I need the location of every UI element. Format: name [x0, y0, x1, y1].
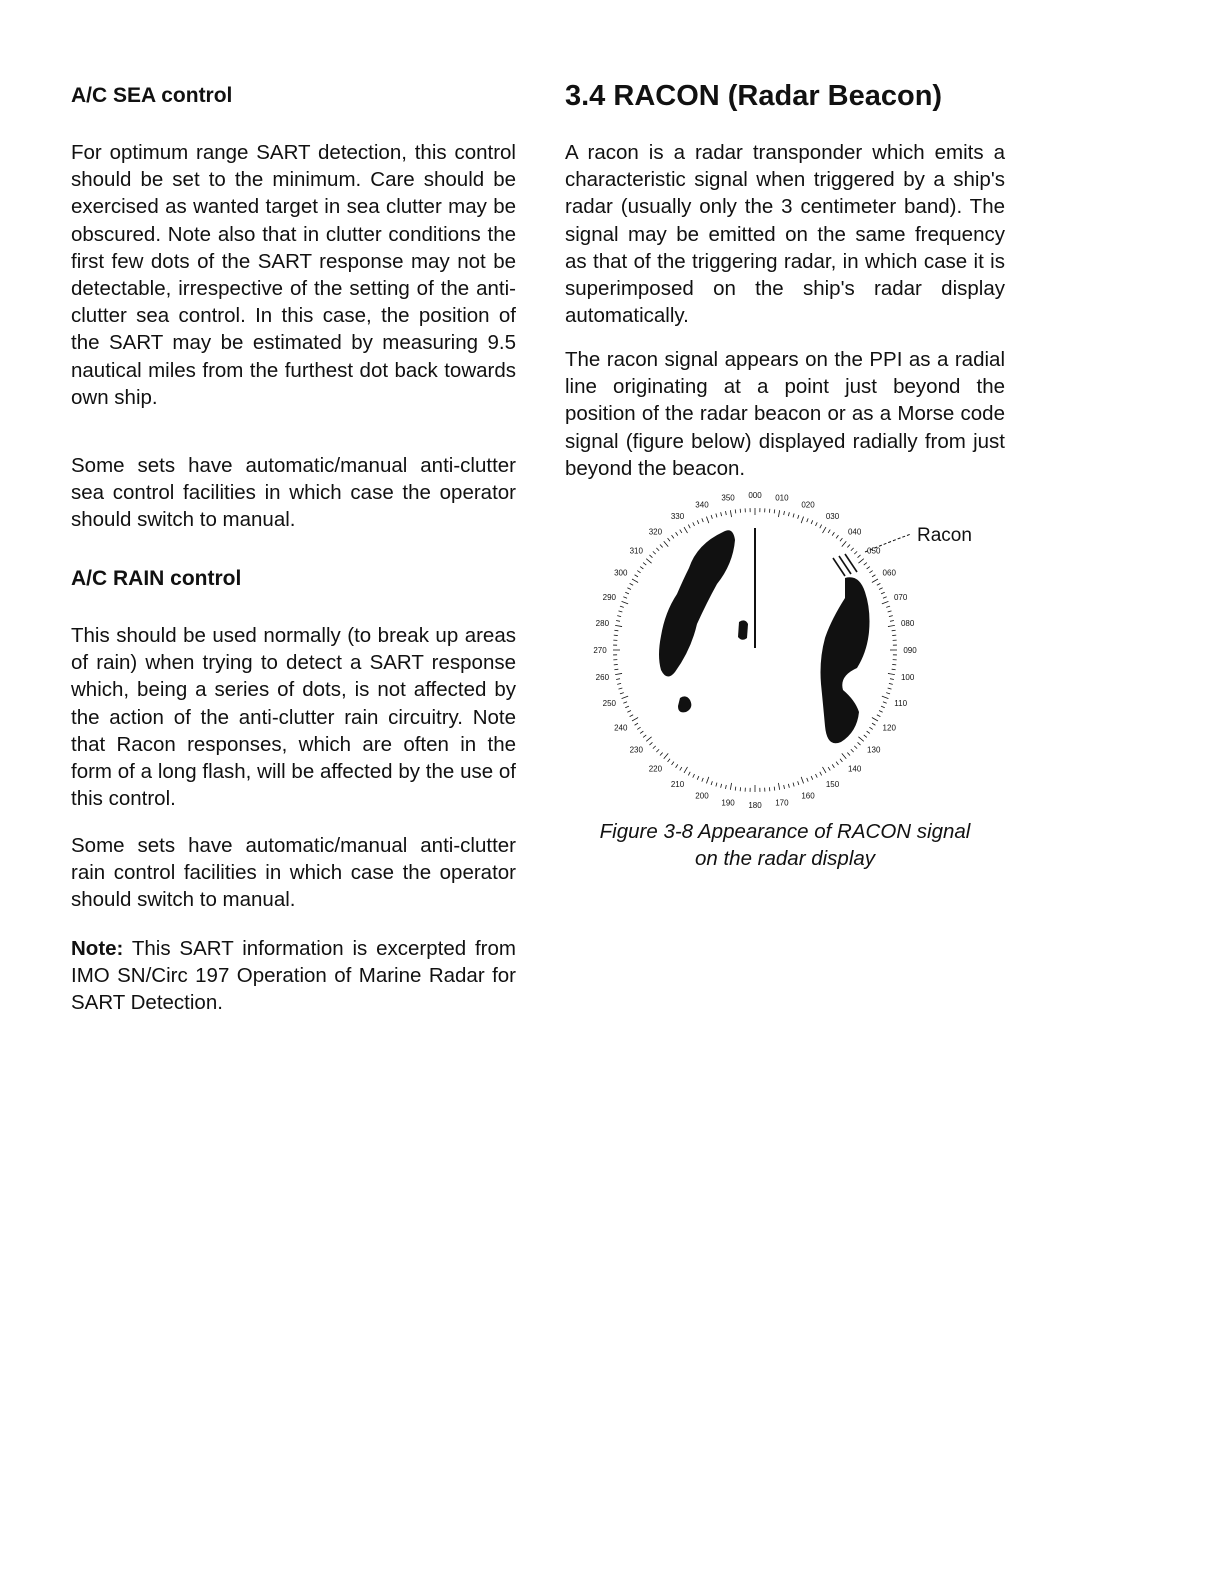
bearing-tick — [793, 514, 794, 518]
racon-paragraph-1: A racon is a radar transponder which emits a characteristic signal when triggered by a ship's radar (usually only the 3 centimeter band). The signal may be emitted on the same frequency as that of the triggering radar, in which case it is superimposed on the ship's radar display automatically. — [565, 141, 1005, 328]
racon-section-heading: 3.4 RACON (Radar Beacon) — [565, 80, 943, 112]
bearing-tick — [619, 688, 623, 689]
bearing-tick — [798, 515, 799, 519]
bearing-tick — [617, 616, 621, 617]
bearing-tick — [637, 571, 640, 573]
bearing-tick — [858, 559, 863, 563]
radar-ppi-illustration — [565, 490, 1005, 810]
bearing-tick — [881, 592, 885, 594]
bearing-tick — [676, 764, 678, 767]
bearing-tick — [815, 774, 817, 778]
bearing-label: 200 — [695, 791, 709, 801]
bearing-tick — [697, 520, 699, 524]
bearing-tick — [823, 527, 827, 533]
bearing-tick — [627, 588, 631, 590]
bearing-label: 220 — [648, 764, 663, 774]
bearing-tick — [627, 710, 631, 712]
bearing-tick — [888, 625, 895, 626]
bearing-tick — [851, 548, 854, 551]
bearing-tick — [872, 723, 875, 725]
bearing-tick — [684, 527, 688, 533]
bearing-tick — [892, 669, 896, 670]
bearing-tick — [625, 706, 629, 708]
bearing-tick — [867, 731, 870, 733]
right-landmass-echo — [821, 577, 870, 743]
bearing-label: 340 — [695, 500, 709, 510]
bearing-tick — [877, 583, 881, 585]
bearing-label: 090 — [903, 646, 917, 655]
bearing-tick — [623, 597, 627, 598]
bearing-tick — [649, 742, 652, 745]
bearing-tick — [620, 606, 624, 607]
caption-line-1: Figure 3-8 Appearance of RACON signal — [599, 820, 971, 843]
bearing-tick — [688, 525, 690, 529]
bearing-tick — [725, 785, 726, 789]
bearing-label: 190 — [721, 798, 735, 808]
bearing-tick — [774, 509, 775, 513]
bearing-tick — [801, 777, 803, 784]
bearing-tick — [778, 510, 779, 517]
bearing-tick — [872, 575, 875, 577]
bearing-label: 030 — [825, 511, 840, 521]
bearing-tick — [847, 753, 850, 756]
bearing-tick — [842, 753, 846, 758]
bearing-label: 140 — [847, 764, 862, 774]
racon-morse-dash-1 — [833, 558, 845, 576]
bearing-tick — [640, 567, 643, 569]
left-landmass-echo — [659, 530, 735, 676]
bearing-tick — [616, 679, 620, 680]
bearing-tick — [811, 520, 813, 524]
bearing-label: 060 — [882, 568, 896, 578]
bearing-tick — [836, 762, 838, 765]
caption-line-2: on the radar display — [694, 847, 876, 870]
bearing-tick — [820, 772, 822, 776]
bearing-tick — [872, 579, 878, 583]
bearing-tick — [798, 781, 799, 785]
bearing-tick — [735, 787, 736, 791]
bearing-tick — [869, 727, 872, 729]
bearing-tick — [646, 559, 651, 563]
bearing-tick — [680, 530, 682, 533]
bearing-label: 150 — [825, 780, 840, 790]
note-label: Note: — [71, 937, 124, 960]
bearing-tick — [735, 509, 736, 513]
bearing-tick — [774, 787, 775, 791]
bearing-tick — [619, 611, 623, 612]
bearing-tick — [882, 601, 889, 603]
bearing-tick — [793, 783, 794, 787]
bearing-tick — [660, 544, 663, 547]
bearing-tick — [864, 735, 867, 737]
bearing-tick — [680, 767, 682, 770]
ac-sea-heading: A/C SEA control — [71, 84, 233, 107]
bearing-tick — [811, 776, 813, 780]
bearing-label: 040 — [847, 527, 862, 537]
bearing-tick — [721, 784, 722, 788]
bearing-tick — [615, 673, 622, 674]
bearing-tick — [892, 630, 896, 631]
bearing-tick — [788, 784, 789, 788]
bearing-tick — [888, 611, 892, 612]
bearing-tick — [625, 592, 629, 594]
racon-pointer-line — [865, 534, 911, 552]
bearing-tick — [832, 764, 834, 767]
bearing-tick — [632, 579, 638, 583]
bearing-label: 310 — [629, 546, 643, 556]
bearing-tick — [616, 620, 620, 621]
bearing-label: 330 — [670, 511, 685, 521]
bearing-tick — [672, 535, 674, 538]
bearing-tick — [716, 514, 717, 518]
bearing-tick — [614, 669, 618, 670]
bearing-tick — [668, 538, 670, 541]
bearing-label: 020 — [801, 500, 815, 510]
bearing-tick — [637, 727, 640, 729]
bearing-tick — [890, 620, 894, 621]
bearing-tick — [646, 737, 651, 741]
bearing-tick — [778, 783, 779, 790]
bearing-tick — [784, 511, 785, 515]
bearing-tick — [668, 759, 670, 762]
bearing-tick — [832, 532, 834, 535]
bearing-tick — [702, 518, 703, 522]
bearing-tick — [693, 774, 695, 778]
bearing-label: 320 — [648, 527, 663, 537]
bearing-label: 110 — [894, 699, 908, 709]
bearing-tick — [847, 544, 850, 547]
bearing-tick — [656, 749, 659, 752]
bearing-tick — [807, 778, 808, 782]
bearing-label: 240 — [614, 723, 628, 733]
bearing-tick — [649, 555, 652, 558]
bearing-tick — [851, 749, 854, 752]
bearing-tick — [615, 625, 622, 626]
bearing-tick — [889, 683, 893, 684]
bearing-tick — [632, 718, 638, 722]
bearing-tick — [706, 777, 708, 784]
bearing-tick — [882, 696, 889, 698]
bearing-label: 250 — [602, 699, 617, 709]
bearing-label: 160 — [801, 791, 815, 801]
bearing-tick — [788, 512, 789, 516]
bearing-tick — [693, 522, 695, 526]
bearing-tick — [784, 785, 785, 789]
bearing-tick — [840, 538, 842, 541]
bearing-label: 010 — [775, 493, 789, 503]
bearing-label: 170 — [775, 798, 789, 808]
bearing-tick — [730, 510, 731, 517]
bearing-tick — [858, 555, 861, 558]
bearing-tick — [721, 512, 722, 516]
racon-paragraph-2: The racon signal appears on the PPI as a radial line originating at a point just beyond the position of the radar beacon or as a Morse code signal (figure below) displayed radially from just beyond the beacon. — [565, 348, 1005, 480]
radar-display-figure — [565, 490, 1005, 810]
small-echo — [738, 620, 748, 639]
bearing-tick — [664, 753, 668, 758]
bearing-tick — [653, 551, 656, 554]
bearing-tick — [630, 583, 634, 585]
bearing-tick — [889, 616, 893, 617]
bearing-tick — [815, 522, 817, 526]
bearing-label: 050 — [867, 546, 881, 556]
racon-morse-dash-3 — [845, 554, 857, 572]
bearing-label: 120 — [882, 723, 896, 733]
bearing-label: 230 — [629, 745, 643, 755]
note-paragraph — [71, 935, 516, 1017]
ac-rain-heading: A/C RAIN control — [71, 567, 242, 590]
bearing-tick — [620, 693, 624, 694]
bearing-tick — [854, 551, 857, 554]
bearing-tick — [858, 737, 863, 741]
bearing-label: 100 — [900, 672, 915, 682]
bearing-tick — [836, 535, 838, 538]
bearing-tick — [643, 735, 646, 737]
bearing-label: 080 — [900, 619, 915, 629]
bearing-tick — [867, 567, 870, 569]
bearing-label: 290 — [602, 592, 617, 602]
bearing-tick — [635, 575, 638, 577]
bearing-tick — [711, 515, 712, 519]
bearing-tick — [660, 753, 663, 756]
bearing-label: 300 — [614, 568, 628, 578]
bearing-tick — [676, 532, 678, 535]
bearing-tick — [858, 742, 861, 745]
bearing-tick — [888, 688, 892, 689]
bearing-tick — [664, 541, 668, 546]
bearing-tick — [828, 530, 830, 533]
bearing-tick — [864, 563, 867, 565]
bearing-tick — [877, 715, 881, 717]
bearing-label: 210 — [670, 780, 685, 790]
bearing-tick — [879, 710, 883, 712]
small-blob-echo — [678, 696, 691, 712]
bearing-tick — [820, 525, 822, 529]
bearing-tick — [883, 702, 887, 703]
bearing-tick — [883, 597, 887, 598]
note-text: This SART information is excerpted from IMO SN/Circ 197 Operation of Marine Radar for SART Detection. — [71, 937, 516, 1015]
bearing-tick — [706, 517, 708, 524]
bearing-tick — [630, 715, 634, 717]
bearing-tick — [635, 723, 638, 725]
bearing-tick — [886, 606, 890, 607]
bearing-tick — [801, 517, 803, 524]
bearing-tick — [656, 548, 659, 551]
ac-sea-paragraph-1: For optimum range SART detection, this control should be set to the minimum. Care should be exercised as wanted target in sea clutter may be obscured. Note also that in clutter conditions the first few dots of the SART response may not be detectable, irrespective of the setting of the anti-clutter sea control. In this case, the position of the SART may be estimated by measuring 9.5 nautical miles from the furthest dot back towards own ship. — [71, 141, 516, 409]
ac-sea-paragraph-2: Some sets have automatic/manual anti-clutter sea control facilities in which case the operator should switch to manual. — [71, 454, 516, 532]
ac-rain-paragraph-2: Some sets have automatic/manual anti-clutter rain control facilities in which case the operator should switch to manual. — [71, 834, 516, 912]
bearing-tick — [622, 696, 629, 698]
bearing-tick — [854, 746, 857, 749]
bearing-label: 000 — [748, 491, 762, 500]
bearing-tick — [725, 511, 726, 515]
bearing-tick — [711, 781, 712, 785]
bearing-label: 070 — [893, 592, 908, 602]
ac-rain-paragraph-1: This should be used normally (to break up areas of rain) when trying to detect a SART response which, being a series of dots, is not affected by the action of the anti-clutter rain circuitry. Note that Racon responses, which are often in the form of a long flash, will be affected by the use of this control. — [71, 624, 516, 811]
bearing-tick — [842, 541, 846, 546]
bearing-tick — [823, 767, 827, 773]
bearing-tick — [828, 767, 830, 770]
bearing-tick — [697, 776, 699, 780]
bearing-tick — [653, 746, 656, 749]
bearing-tick — [840, 759, 842, 762]
bearing-tick — [672, 762, 674, 765]
bearing-tick — [617, 683, 621, 684]
bearing-tick — [716, 783, 717, 787]
bearing-tick — [872, 718, 878, 722]
bearing-label: 270 — [593, 646, 607, 655]
racon-morse-dash-2 — [839, 556, 851, 574]
bearing-label: 260 — [595, 672, 610, 682]
bearing-tick — [886, 693, 890, 694]
bearing-label: 280 — [595, 619, 610, 629]
bearing-tick — [888, 673, 895, 674]
figure-caption — [565, 818, 1005, 872]
bearing-label: 130 — [867, 745, 881, 755]
bearing-tick — [622, 601, 629, 603]
bearing-tick — [807, 518, 808, 522]
bearing-tick — [881, 706, 885, 708]
bearing-tick — [623, 702, 627, 703]
bearing-tick — [640, 731, 643, 733]
bearing-tick — [702, 778, 703, 782]
bearing-tick — [869, 571, 872, 573]
bearing-tick — [890, 679, 894, 680]
bearing-tick — [730, 783, 731, 790]
bearing-tick — [614, 630, 618, 631]
bearing-tick — [879, 588, 883, 590]
racon-label: Racon — [917, 525, 972, 546]
bearing-tick — [684, 767, 688, 773]
bearing-tick — [643, 563, 646, 565]
bearing-tick — [688, 772, 690, 776]
bearing-label: 180 — [748, 801, 762, 810]
bearing-label: 350 — [721, 493, 735, 503]
